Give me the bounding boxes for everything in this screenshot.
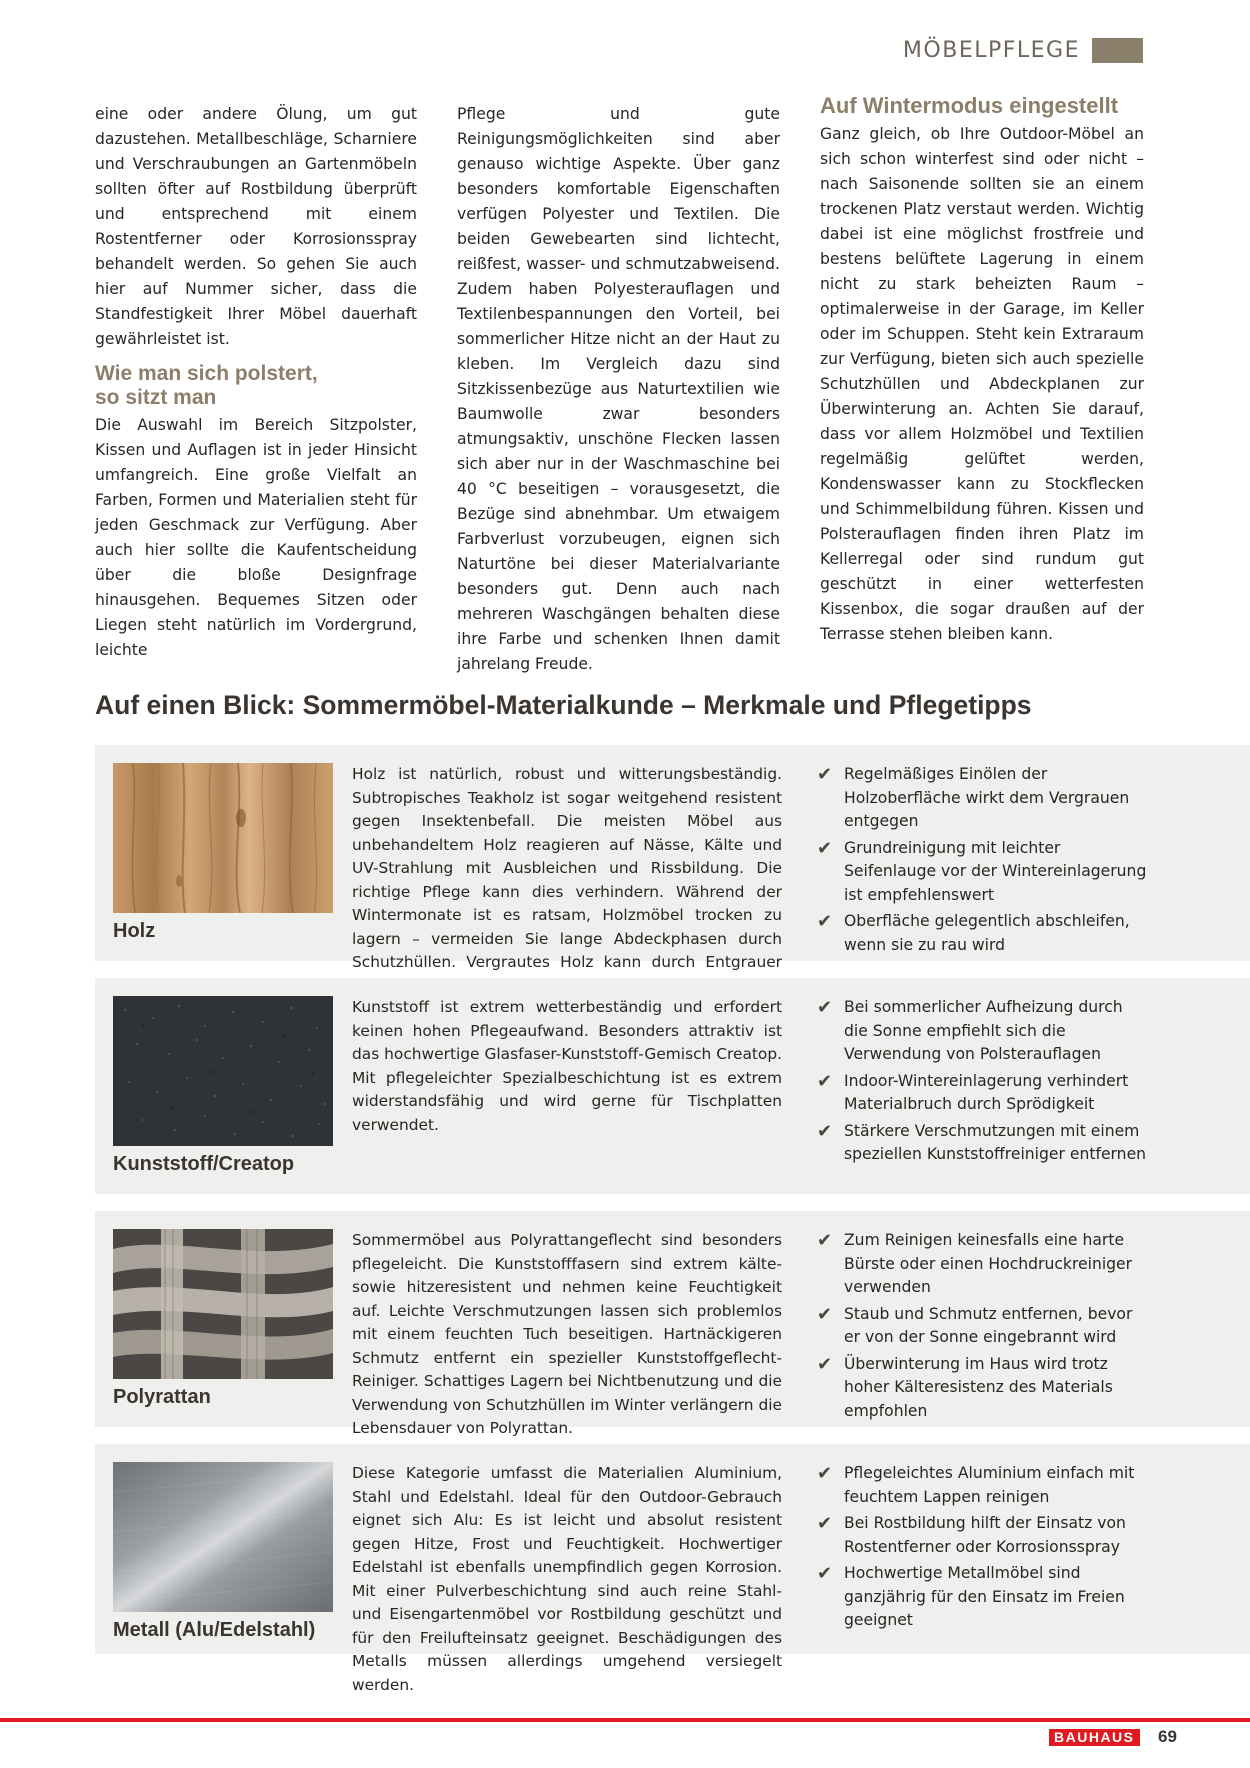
- page-number: 69: [1158, 1727, 1177, 1746]
- tip-item: [817, 1120, 1147, 1167]
- tip-item: [817, 1229, 1147, 1300]
- tip-text: Pflegeleichtes Aluminium einfach mit feuchtem Lappen reinigen: [844, 1464, 1135, 1506]
- material-name: Metall (Alu/Edelstahl): [113, 1619, 316, 1641]
- metal-texture-image: [113, 1462, 333, 1612]
- material-description: Holz ist natürlich, robust und witterungsbeständig. Subtropisches Teakholz ist sogar weitgehend resistent gegen Insektenbefall. Die meisten Möbel aus unbehandeltem Holz reagieren auf Nässe, Kälte und UV-Strahlung mit Ausbleichen und Rissbildung. Die richtige Pflege kann dies verhindern. Während der Wintermonate ist es ratsam, Holzmöbel trocken zu lagern – vermeiden Sie lange Abdeckphasen durch Schutzhüllen. Vergrautes Holz kann durch Entgrauer: [352, 765, 782, 971]
- rattan-texture-image: [113, 1229, 333, 1379]
- tip-text: Bei sommerlicher Aufheizung durch die Sonne empfiehlt sich die Verwendung von Polsterauflagen: [844, 998, 1123, 1063]
- tip-text: Hochwertige Metallmöbel sind ganzjährig für den Einsatz im Freien geeignet: [844, 1564, 1125, 1629]
- tips-list: [817, 1462, 1147, 1636]
- text-column-1: [95, 102, 417, 663]
- bauhaus-logo: BAUHAUS: [1049, 1729, 1140, 1746]
- paragraph: Pflege und gute Reinigungsmöglichkeiten sind aber genauso wichtige Aspekte. Über ganz besonders komfortable Eigenschaften verfügen Polyester und Textilen. Die beiden Gewebearten sind lichtecht, reißfest, wasser- und schmutzabweisend. Zudem haben Polyesterauflagen und Textilenbespannungen den Vorteil, bei sommerlicher Hitze nicht an der Haut zu kleben. Im Vergleich dazu sind Sitzkissenbezüge aus Naturtextilien wie Baumwolle zwar besonders atmungsaktiv, unschöne Flecken lassen sich aber nur in der Waschmaschine bei 40 °C beseitigen – vorausgesetzt, die Bezüge sind abnehmbar. Um etwaigem Farbverlust vorzubeugen, eignen sich Naturtöne bei dieser Materialvariante besonders gut. Denn auch nach mehreren Waschgängen behalten diese ihre Farbe und schenken Ihnen damit jahrelang Freude.: [457, 105, 780, 673]
- checkmark-icon: ✔: [817, 837, 833, 859]
- tips-list: [817, 1229, 1147, 1426]
- wood-texture-image: [113, 763, 333, 913]
- checkmark-icon: ✔: [817, 1513, 833, 1534]
- material-name: Holz: [113, 920, 156, 942]
- tip-item: [817, 837, 1147, 908]
- plastic-texture-image: [113, 996, 333, 1146]
- tip-item: [817, 1353, 1147, 1424]
- material-name: Kunststoff/Creatop: [113, 1153, 295, 1175]
- material-row-kunststoff: [95, 978, 1250, 1194]
- subheading-polstern: [95, 362, 417, 410]
- checkmark-icon: ✔: [817, 1120, 833, 1142]
- tip-text: Regelmäßiges Einölen der Holzoberfläche wirkt dem Vergrauen entgegen: [844, 765, 1130, 830]
- checkmark-icon: ✔: [817, 1230, 833, 1251]
- checkmark-icon: ✔: [817, 911, 833, 932]
- material-description: Diese Kategorie umfasst die Materialien Aluminium, Stahl und Edelstahl. Ideal für den Outdoor-Gebrauch eignet sich Alu: Es ist leicht und absolut resistent gegen Hitze, Frost und Feuchtigkeit. Hochwertiger Edelstahl ist ebenfalls unempfindlich gegen Korrosion. Mit einer Pulverbeschichtung sind auch reine Stahl- und Eisengartenmöbel vor Rostbildung geschützt und für den Freilufteinsatz geeignet. Beschädigungen des Metalls müssen allerdings umgehend versiegelt werden.: [352, 1464, 782, 1694]
- tip-item: [817, 763, 1147, 834]
- tip-item: [817, 996, 1147, 1067]
- checkmark-icon: ✔: [817, 764, 833, 785]
- tip-item: [817, 1562, 1147, 1633]
- footer-rule: [0, 1718, 1250, 1722]
- checkmark-icon: ✔: [817, 1303, 833, 1325]
- material-description: Sommermöbel aus Polyrattangeflecht sind besonders pflegeleicht. Die Kunststofffasern sind extrem kälte- sowie hitzeresistent und nehmen keine Feuchtigkeit auf. Leichte Verschmutzungen lassen sich problemlos mit einem feuchten Tuch beseitigen. Hartnäckigeren Schmutz entfernt ein spezieller Kunststoffgeflecht-Reiniger. Schattiges Lagern bei Nichtbenutzung und die Verwendung von Schutzhüllen im Winter verlängern die Lebensdauer von Polyrattan.: [352, 1231, 782, 1437]
- tip-item: [817, 910, 1147, 957]
- tip-text: Indoor-Wintereinlagerung verhindert Materialbruch durch Sprödigkeit: [844, 1071, 1129, 1113]
- checkmark-icon: ✔: [817, 1070, 833, 1092]
- material-row-holz: [95, 745, 1250, 971]
- tip-text: Bei Rostbildung hilft der Einsatz von Rostentferner oder Korrosionsspray: [844, 1514, 1126, 1556]
- checkmark-icon: ✔: [817, 1463, 833, 1484]
- text-column-3: [820, 93, 1144, 647]
- tip-item: [817, 1512, 1147, 1559]
- tip-text: Oberfläche gelegentlich abschleifen, wenn sie zu rau wird: [844, 912, 1130, 954]
- tip-item: [817, 1070, 1147, 1117]
- overview-heading: Auf einen Blick: Sommermöbel-Materialkunde – Merkmale und Pflegetipps: [95, 690, 1032, 720]
- tip-text: Zum Reinigen keinesfalls eine harte Bürste oder einen Hochdruckreiniger verwenden: [844, 1231, 1133, 1296]
- tips-list: [817, 996, 1147, 1170]
- material-row-metall: [95, 1444, 1250, 1694]
- material-description: Kunststoff ist extrem wetterbeständig und erfordert keinen hohen Pflegeaufwand. Besonders attraktiv ist das hochwertige Glasfaser-Kunststoff-Gemisch Creatop. Mit pflegeleichter Spezialbeschichtung ist es extrem widerstandsfähig und wird gerne für Tischplatten verwendet.: [352, 998, 782, 1134]
- paragraph: Ganz gleich, ob Ihre Outdoor-Möbel an sich schon winterfest sind oder nicht – nach Saisonende sollten sie an einem trockenen Platz verstaut werden. Wichtig dabei ist eine möglichst frostfreie und bestens belüftete Lagerung in einem nicht zu stark beheizten Raum – optimalerweise in der Garage, im Keller oder im Schuppen. Steht kein Extraraum zur Verfügung, bieten sich auch spezielle Schutzhüllen und Abdeckplanen zur Überwinterung an. Achten Sie darauf, dass vor allem Holzmöbel und Textilien regelmäßig gelüftet werden, Kondenswasser kann zu Stockflecken und Schimmelbildung führen. Kissen und Polsterauflagen finden ihren Platz im Kellerregal oder sind rundum gut geschützt in einer wetterfesten Kissenbox, die sogar draußen auf der Terrasse stehen bleiben kann.: [820, 125, 1144, 643]
- tip-item: [817, 1462, 1147, 1509]
- material-row-polyrattan: [95, 1211, 1250, 1437]
- tip-text: Stärkere Verschmutzungen mit einem speziellen Kunststoffreiniger entfernen: [844, 1121, 1147, 1163]
- tips-list: [817, 763, 1147, 960]
- subheading-line: so sitzt man: [95, 386, 217, 409]
- tip-text: Überwinterung im Haus wird trotz hoher Kälteresistenz des Materials empfohlen: [844, 1354, 1113, 1420]
- checkmark-icon: ✔: [817, 1353, 833, 1375]
- tip-text: Staub und Schmutz entfernen, bevor er von der Sonne eingebrannt wird: [844, 1304, 1133, 1346]
- checkmark-icon: ✔: [817, 1563, 833, 1584]
- paragraph: Die Auswahl im Bereich Sitzpolster, Kissen und Auflagen ist in jeder Hinsicht umfangreich. Eine große Vielfalt an Farben, Formen und Materialien steht für jeden Geschmack zur Verfügung. Aber auch hier sollte die Kaufentscheidung über die bloße Designfrage hinausgehen. Bequemes Sitzen oder Liegen steht natürlich im Vordergrund, leichte: [95, 416, 417, 659]
- text-column-2: [457, 102, 780, 677]
- paragraph: eine oder andere Ölung, um gut dazustehen. Metallbeschläge, Scharniere und Verschraubungen an Gartenmöbeln sollten öfter auf Rostbildung überprüft und entsprechend mit einem Rostentferner oder Korrosionsspray behandelt werden. So gehen Sie auch hier auf Nummer sicher, dass die Standfestigkeit Ihrer Möbel dauerhaft gewährleistet ist.: [95, 105, 417, 348]
- material-name: Polyrattan: [113, 1386, 211, 1408]
- tip-text: Grundreinigung mit leichter Seifenlauge vor der Wintereinlagerung ist empfehlenswert: [844, 838, 1147, 904]
- checkmark-icon: ✔: [817, 997, 833, 1018]
- section-color-bar: [1092, 38, 1143, 63]
- tip-item: [817, 1303, 1147, 1350]
- subheading-wintermodus: Auf Wintermodus eingestellt: [820, 93, 1119, 118]
- section-title: MÖBELPFLEGE: [902, 38, 1080, 63]
- subheading-line: Wie man sich polstert,: [95, 362, 318, 385]
